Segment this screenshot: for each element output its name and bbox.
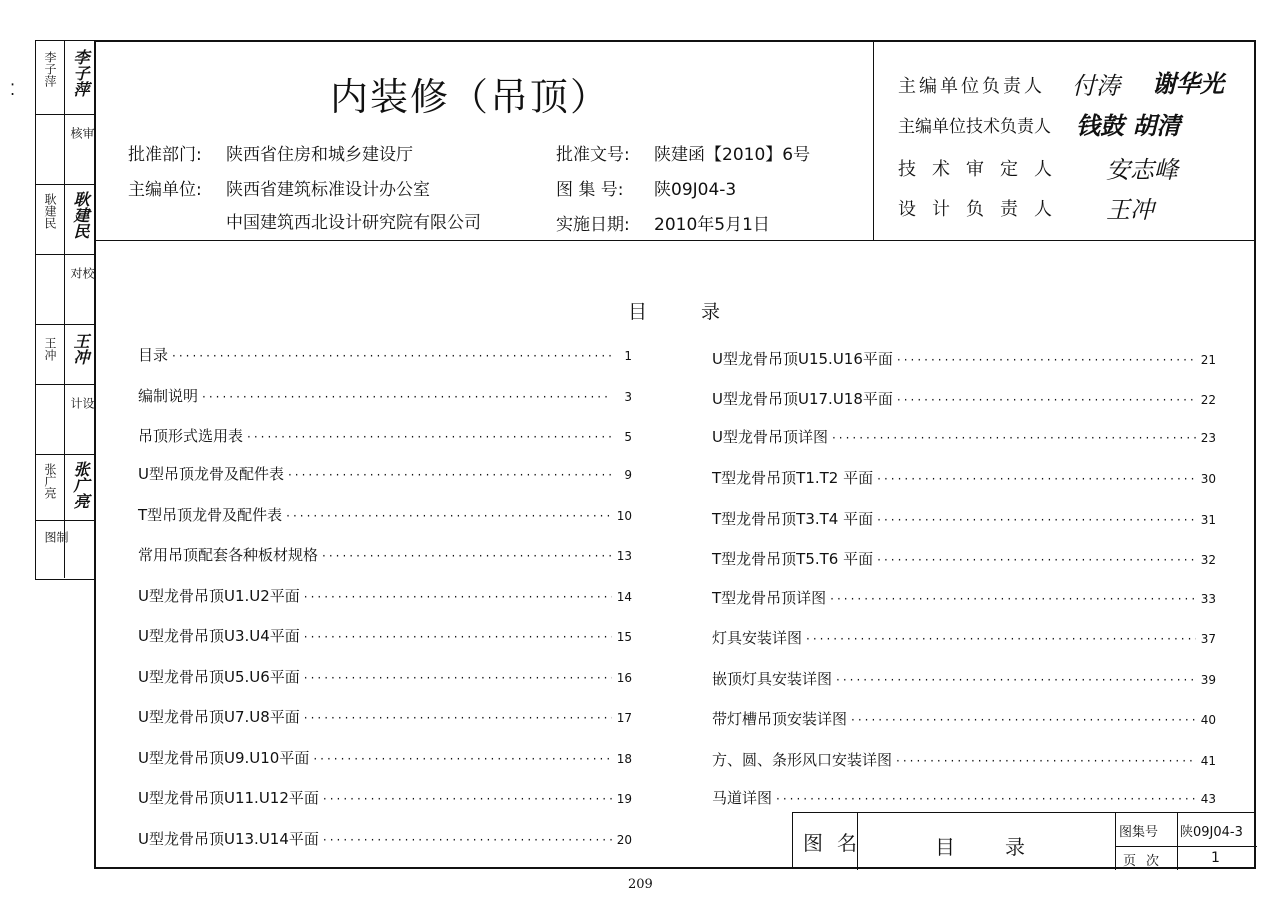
toc-page: 5 xyxy=(624,430,632,444)
toc-page: 41 xyxy=(1200,754,1216,768)
toc-label: 目录 xyxy=(138,346,169,364)
toc-entry[interactable] xyxy=(138,585,632,607)
toc-page: 10 xyxy=(616,509,632,523)
doc-no-value: 陕建函【2010】6号 xyxy=(654,145,811,165)
atlas-no-label: 图 集 号: xyxy=(556,180,624,200)
leader-dots xyxy=(172,349,612,363)
review-strip xyxy=(35,40,96,580)
toc-page: 13 xyxy=(616,549,632,563)
toc-page: 31 xyxy=(1200,513,1216,527)
toc-label: U型龙骨吊顶U13.U14平面 xyxy=(138,830,319,848)
strip-row xyxy=(36,41,95,115)
toc-page: 40 xyxy=(1200,713,1216,727)
toc-label: 灯具安装详图 xyxy=(712,629,803,647)
toc-label: U型龙骨吊顶U3.U4平面 xyxy=(138,627,300,645)
leader-dots xyxy=(806,632,1196,646)
strip-row xyxy=(36,185,95,255)
leader-dots xyxy=(304,630,612,644)
toc-page: 18 xyxy=(616,752,632,766)
toc-label: 吊顶形式选用表 xyxy=(138,427,244,445)
toc-entry[interactable] xyxy=(712,426,1216,448)
toc-label: U型龙骨吊顶U5.U6平面 xyxy=(138,668,300,686)
toc-label: 方、圆、条形风口安装详图 xyxy=(712,751,893,769)
toc-label: U型龙骨吊顶详图 xyxy=(712,428,828,446)
strip-signature: 王冲 xyxy=(71,333,90,365)
resp-signature: 谢华光 xyxy=(1152,69,1224,98)
toc-label: U型龙骨吊顶U11.U12平面 xyxy=(138,789,319,807)
page-number: 1 xyxy=(1211,850,1220,866)
toc-page: 23 xyxy=(1200,431,1216,445)
leader-dots xyxy=(304,590,612,604)
strip-name: 王冲 xyxy=(43,337,57,361)
toc-heading: 目录 xyxy=(628,301,775,323)
drawing-name-label: 图名 xyxy=(803,831,871,855)
leader-dots xyxy=(322,549,612,563)
toc-label: U型龙骨吊顶U1.U2平面 xyxy=(138,587,300,605)
resp-signature: 钱鼓 胡清 xyxy=(1076,111,1181,140)
leader-dots xyxy=(776,792,1196,806)
toc-entry[interactable] xyxy=(138,787,632,809)
toc-entry[interactable] xyxy=(138,425,632,447)
toc-entry[interactable] xyxy=(138,385,632,407)
date-label: 实施日期: xyxy=(556,215,630,235)
header-divider xyxy=(94,240,1256,241)
toc-page: 1 xyxy=(624,349,632,363)
toc-entry[interactable] xyxy=(138,544,632,566)
resp-signature: 王冲 xyxy=(1106,196,1154,224)
atlas-no-value: 陕09J04-3 xyxy=(654,180,737,200)
toc-label: T型吊顶龙骨及配件表 xyxy=(138,506,283,524)
leader-dots xyxy=(832,431,1196,445)
toc-label: 嵌顶灯具安装详图 xyxy=(712,670,833,688)
strip-name: 张广亮 xyxy=(43,463,57,499)
toc-entry[interactable] xyxy=(712,587,1216,609)
toc-entry[interactable] xyxy=(138,747,632,769)
strip-role: 制图 xyxy=(43,531,69,555)
toc-entry[interactable] xyxy=(712,708,1216,730)
leader-dots xyxy=(202,390,612,404)
toc-page: 33 xyxy=(1200,592,1216,606)
editor-value-2: 中国建筑西北设计研究院有限公司 xyxy=(226,213,481,233)
editor-label: 主编单位: xyxy=(128,180,202,200)
toc-entry[interactable] xyxy=(712,348,1216,370)
strip-row xyxy=(36,521,95,578)
leader-dots xyxy=(286,509,612,523)
toc-page: 16 xyxy=(616,671,632,685)
strip-role: 设计 xyxy=(69,397,95,427)
leader-dots xyxy=(877,513,1196,527)
doc-no-label: 批准文号: xyxy=(556,145,630,165)
page-label: 页次 xyxy=(1123,854,1170,869)
toc-entry[interactable] xyxy=(138,625,632,647)
toc-entry[interactable] xyxy=(138,504,632,526)
leader-dots xyxy=(323,792,612,806)
footer-page-number: 209 xyxy=(628,877,653,892)
title-block xyxy=(792,812,1256,869)
leader-dots xyxy=(836,673,1196,687)
toc-entry[interactable] xyxy=(712,388,1216,410)
resp-role: 技术审定人 xyxy=(898,159,1068,180)
strip-row xyxy=(36,325,95,385)
toc-page: 30 xyxy=(1200,472,1216,486)
toc-label: 编制说明 xyxy=(138,387,199,405)
resp-role: 主编单位负责人 xyxy=(898,76,1045,97)
strip-row xyxy=(36,115,95,185)
toc-page: 17 xyxy=(616,711,632,725)
strip-signature: 耿建民 xyxy=(71,191,90,239)
resp-role: 主编单位技术负责人 xyxy=(898,117,1051,137)
margin-mark: ⁚ xyxy=(10,80,16,99)
toc-entry[interactable] xyxy=(712,668,1216,690)
leader-dots xyxy=(897,353,1196,367)
toc-label: 马道详图 xyxy=(712,789,773,807)
editor-value: 陕西省建筑标准设计办公室 xyxy=(226,180,430,200)
toc-label: 常用吊顶配套各种板材规格 xyxy=(138,546,319,564)
strip-name: 李子萍 xyxy=(43,51,57,87)
atlas-label: 图集号 xyxy=(1119,825,1159,840)
toc-entry[interactable] xyxy=(712,749,1216,771)
leader-dots xyxy=(288,468,612,482)
date-value: 2010年5月1日 xyxy=(654,215,770,235)
toc-page: 14 xyxy=(616,590,632,604)
toc-label: U型龙骨吊顶U15.U16平面 xyxy=(712,350,893,368)
leader-dots xyxy=(877,553,1196,567)
toc-page: 22 xyxy=(1200,393,1216,407)
toc-entry[interactable] xyxy=(712,467,1216,489)
toc-page: 19 xyxy=(616,792,632,806)
resp-role: 设计负责人 xyxy=(898,199,1068,220)
toc-page: 15 xyxy=(616,630,632,644)
strip-role: 审核 xyxy=(69,127,95,157)
toc-label: T型龙骨吊顶T1.T2 平面 xyxy=(712,469,874,487)
toc-page: 9 xyxy=(624,468,632,482)
leader-dots xyxy=(323,833,612,847)
toc-page: 37 xyxy=(1200,632,1216,646)
leader-dots xyxy=(851,713,1196,727)
leader-dots xyxy=(247,430,612,444)
dept-label: 批准部门: xyxy=(128,145,202,165)
toc-label: U型吊顶龙骨及配件表 xyxy=(138,465,284,483)
leader-dots xyxy=(896,754,1196,768)
toc-entry[interactable] xyxy=(138,706,632,728)
dept-value: 陕西省住房和城乡建设厅 xyxy=(226,145,413,165)
toc-entry[interactable] xyxy=(712,548,1216,570)
toc-label: T型龙骨吊顶T3.T4 平面 xyxy=(712,510,874,528)
atlas-number: 陕09J04-3 xyxy=(1180,825,1243,840)
drawing-name: 目录 xyxy=(935,835,1075,859)
leader-dots xyxy=(304,711,612,725)
strip-name: 耿建民 xyxy=(43,193,57,229)
toc-entry[interactable] xyxy=(138,463,632,485)
strip-signature: 李子萍 xyxy=(71,49,90,97)
leader-dots xyxy=(830,592,1196,606)
toc-page: 39 xyxy=(1200,673,1216,687)
toc-page: 20 xyxy=(616,833,632,847)
leader-dots xyxy=(304,671,612,685)
leader-dots xyxy=(897,393,1196,407)
toc-page: 21 xyxy=(1200,353,1216,367)
toc-label: T型龙骨吊顶详图 xyxy=(712,589,827,607)
toc-entry[interactable] xyxy=(712,787,1216,809)
toc-page: 3 xyxy=(624,390,632,404)
leader-dots xyxy=(313,752,612,766)
resp-name: 付涛 xyxy=(1072,72,1120,100)
toc-label: T型龙骨吊顶T5.T6 平面 xyxy=(712,550,874,568)
toc-entry[interactable] xyxy=(138,344,632,366)
resp-signature: 安志峰 xyxy=(1106,156,1178,184)
strip-row xyxy=(36,255,95,325)
toc-label: U型龙骨吊顶U17.U18平面 xyxy=(712,390,893,408)
header-separator xyxy=(873,40,874,240)
strip-row xyxy=(36,455,95,521)
strip-signature: 张广亮 xyxy=(71,461,90,509)
leader-dots xyxy=(877,472,1196,486)
toc-label: 带灯槽吊顶安装详图 xyxy=(712,710,848,728)
toc-entry[interactable] xyxy=(138,828,632,850)
strip-role: 校对 xyxy=(69,267,95,297)
toc-entry[interactable] xyxy=(712,508,1216,530)
toc-entry[interactable] xyxy=(712,627,1216,649)
strip-row xyxy=(36,385,95,455)
toc-page: 43 xyxy=(1200,792,1216,806)
toc-label: U型龙骨吊顶U7.U8平面 xyxy=(138,708,300,726)
toc-entry[interactable] xyxy=(138,666,632,688)
toc-page: 32 xyxy=(1200,553,1216,567)
toc-label: U型龙骨吊顶U9.U10平面 xyxy=(138,749,310,767)
page-title: 内装修（吊顶） xyxy=(330,75,611,119)
